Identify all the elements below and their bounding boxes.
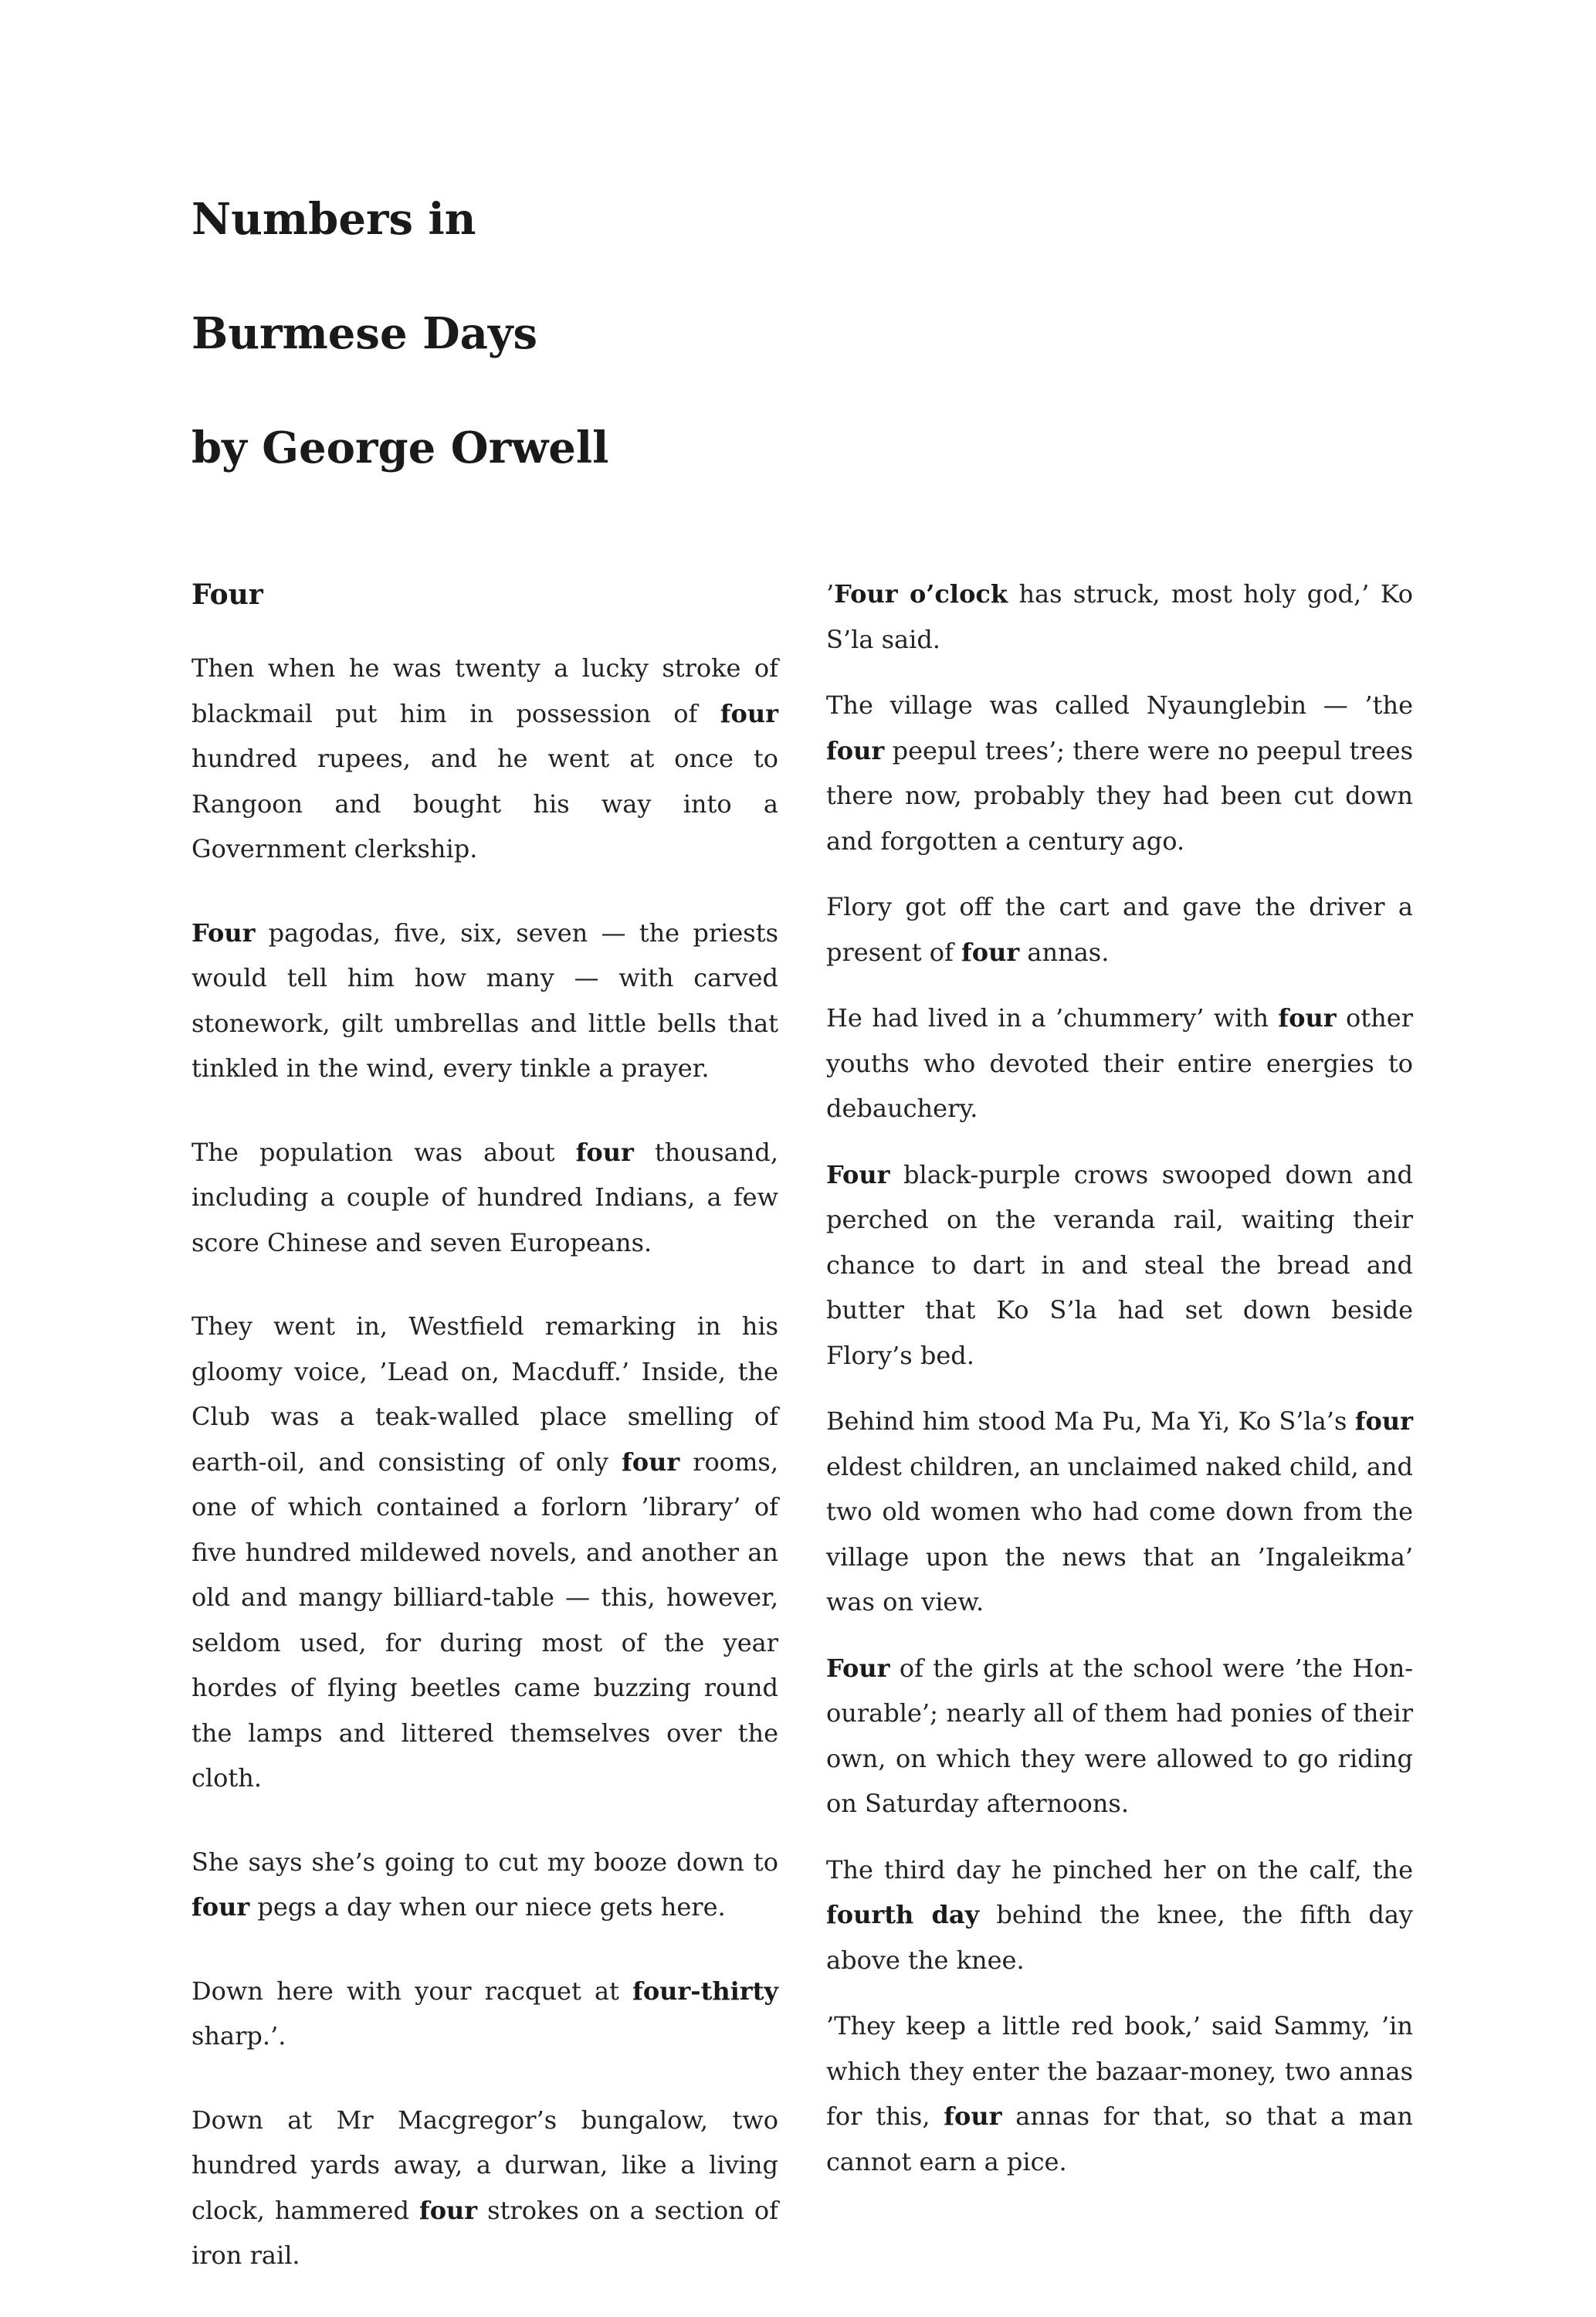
highlighted-number: Four xyxy=(191,918,256,948)
text-segment: The population was about xyxy=(191,1137,576,1167)
highlighted-number: four xyxy=(720,698,778,728)
quote-paragraph xyxy=(826,1646,1413,1827)
text-segment: of the girls at the school were ’the Honourable’; nearly all of them had ponies of their own, on which they were allowed to go riding on Saturday afternoons. xyxy=(826,1653,1413,1818)
quote-paragraph xyxy=(191,1840,778,1930)
highlighted-number: four xyxy=(575,1137,634,1167)
text-segment: pegs a day when our niece gets here. xyxy=(249,1892,726,1922)
text-segment: sharp.’. xyxy=(191,2021,286,2051)
text-segment: They went in, Westfield remarking in his gloomy voice, ’Lead on, Macduff.’ Inside, the Club was a teak-walled place smelling of earth-oil, and consisting of only xyxy=(191,1311,778,1477)
title-line-2: Burmese Days xyxy=(191,308,537,359)
text-segment: annas for that, so that a man cannot earn a pice. xyxy=(826,2102,1414,2176)
section-heading: Four xyxy=(191,578,263,611)
text-segment: strokes on a section of iron rail. xyxy=(191,2195,779,2270)
highlighted-number: Four o’clock xyxy=(834,579,1008,609)
text-segment: rooms, one of which contained a forlorn ’library’ of five hundred mildewed novels, and another an old and mangy billiard-table — this, however, seldom used, for during most of the year hordes of flying beetles came buzzing round the lamps and littered themselves over the cloth. xyxy=(191,1447,779,1793)
highlighted-number: four xyxy=(418,2195,478,2225)
text-segment: The village was called Nyaunglebin — ’the xyxy=(826,690,1413,720)
text-segment: eldest children, an unclaimed naked child, and two old women who had come down from the village upon the news that an ’Ingaleikma’ was on view. xyxy=(826,1451,1413,1616)
quote-paragraph xyxy=(826,884,1413,975)
document-title xyxy=(191,162,1350,505)
text-segment: black-purple crows swooped down and perched on the veranda rail, waiting their chance to dart in and steal the bread and butter that Ko S’la had set down beside Flory’s bed. xyxy=(826,1159,1413,1370)
text-segment: Behind him stood Ma Pu, Ma Yi, Ko S’la’s xyxy=(826,1406,1355,1436)
quote-paragraph xyxy=(191,2098,778,2278)
title-author-line: by George Orwell xyxy=(191,422,609,473)
text-segment: Down here with your racquet at xyxy=(191,1976,633,2006)
text-segment: He had lived in a ’chummery’ with xyxy=(826,1003,1279,1033)
text-segment: other youths who devoted their entire energies to debauchery. xyxy=(826,1003,1414,1123)
quote-paragraph xyxy=(826,2003,1413,2184)
text-segment: ’They keep a little red book,’ said Sammy, ’in which they enter the bazaar-money, two annas for this, xyxy=(826,2011,1413,2131)
quote-paragraph xyxy=(191,646,778,872)
highlighted-number: four xyxy=(826,735,885,765)
highlighted-number: four xyxy=(191,1892,250,1922)
text-segment: pagodas, five, six, seven — the priests would tell him how many — with carved stonework, gilt umbrellas and little bells that tinkled in the wind, every tinkle a prayer. xyxy=(191,918,778,1083)
right-paragraphs xyxy=(826,572,1413,2184)
quote-paragraph xyxy=(826,1399,1413,1625)
highlighted-number: four xyxy=(1278,1003,1337,1033)
text-segment: Flory got off the cart and gave the driver a present of xyxy=(826,892,1413,967)
text-segment: The third day he pinched her on the calf, the xyxy=(826,1854,1413,1884)
left-column xyxy=(191,572,778,2317)
left-paragraphs xyxy=(191,646,778,2278)
highlighted-number: fourth day xyxy=(826,1900,980,1929)
right-column xyxy=(826,572,1413,2205)
text-segment: She says she’s going to cut my booze down to xyxy=(191,1847,778,1877)
quote-paragraph xyxy=(826,1152,1413,1379)
highlighted-number: four xyxy=(622,1447,680,1477)
highlighted-number: four xyxy=(961,937,1020,967)
quote-paragraph xyxy=(191,1130,778,1266)
highlighted-number: Four xyxy=(826,1159,890,1189)
highlighted-number: four xyxy=(1354,1406,1413,1436)
quote-paragraph xyxy=(191,911,778,1091)
quote-paragraph xyxy=(191,1969,778,2059)
highlighted-number: four xyxy=(944,2102,1002,2131)
text-segment: ’ xyxy=(826,579,835,609)
quote-paragraph xyxy=(191,1304,778,1801)
quote-paragraph xyxy=(826,1847,1413,1983)
highlighted-number: four-thirty xyxy=(632,1976,778,2006)
quote-paragraph xyxy=(826,683,1413,863)
title-line-1: Numbers in xyxy=(191,194,476,245)
text-segment: annas. xyxy=(1019,937,1110,967)
text-segment: hundred rupees, and he went at once to Rangoon and bought his way into a Government clerkship. xyxy=(191,744,778,863)
text-segment: Down at Mr Macgregor’s bungalow, two hundred yards away, a durwan, like a living clock, hammered xyxy=(191,2105,778,2225)
text-segment: Then when he was twenty a lucky stroke of blackmail put him in possession of xyxy=(191,653,778,728)
text-segment: has struck, most holy god,’ Ko S’la said. xyxy=(826,579,1414,654)
text-segment: behind the knee, the fifth day above the knee. xyxy=(826,1900,1413,1975)
text-segment: thousand, including a couple of hundred Indians, a few score Chinese and seven Europeans. xyxy=(191,1137,779,1257)
quote-paragraph xyxy=(826,996,1413,1131)
quote-paragraph xyxy=(826,572,1413,662)
highlighted-number: Four xyxy=(826,1653,890,1683)
text-segment: peepul trees’; there were no peepul trees there now, probably they had been cut down and forgotten a century ago. xyxy=(826,735,1413,856)
